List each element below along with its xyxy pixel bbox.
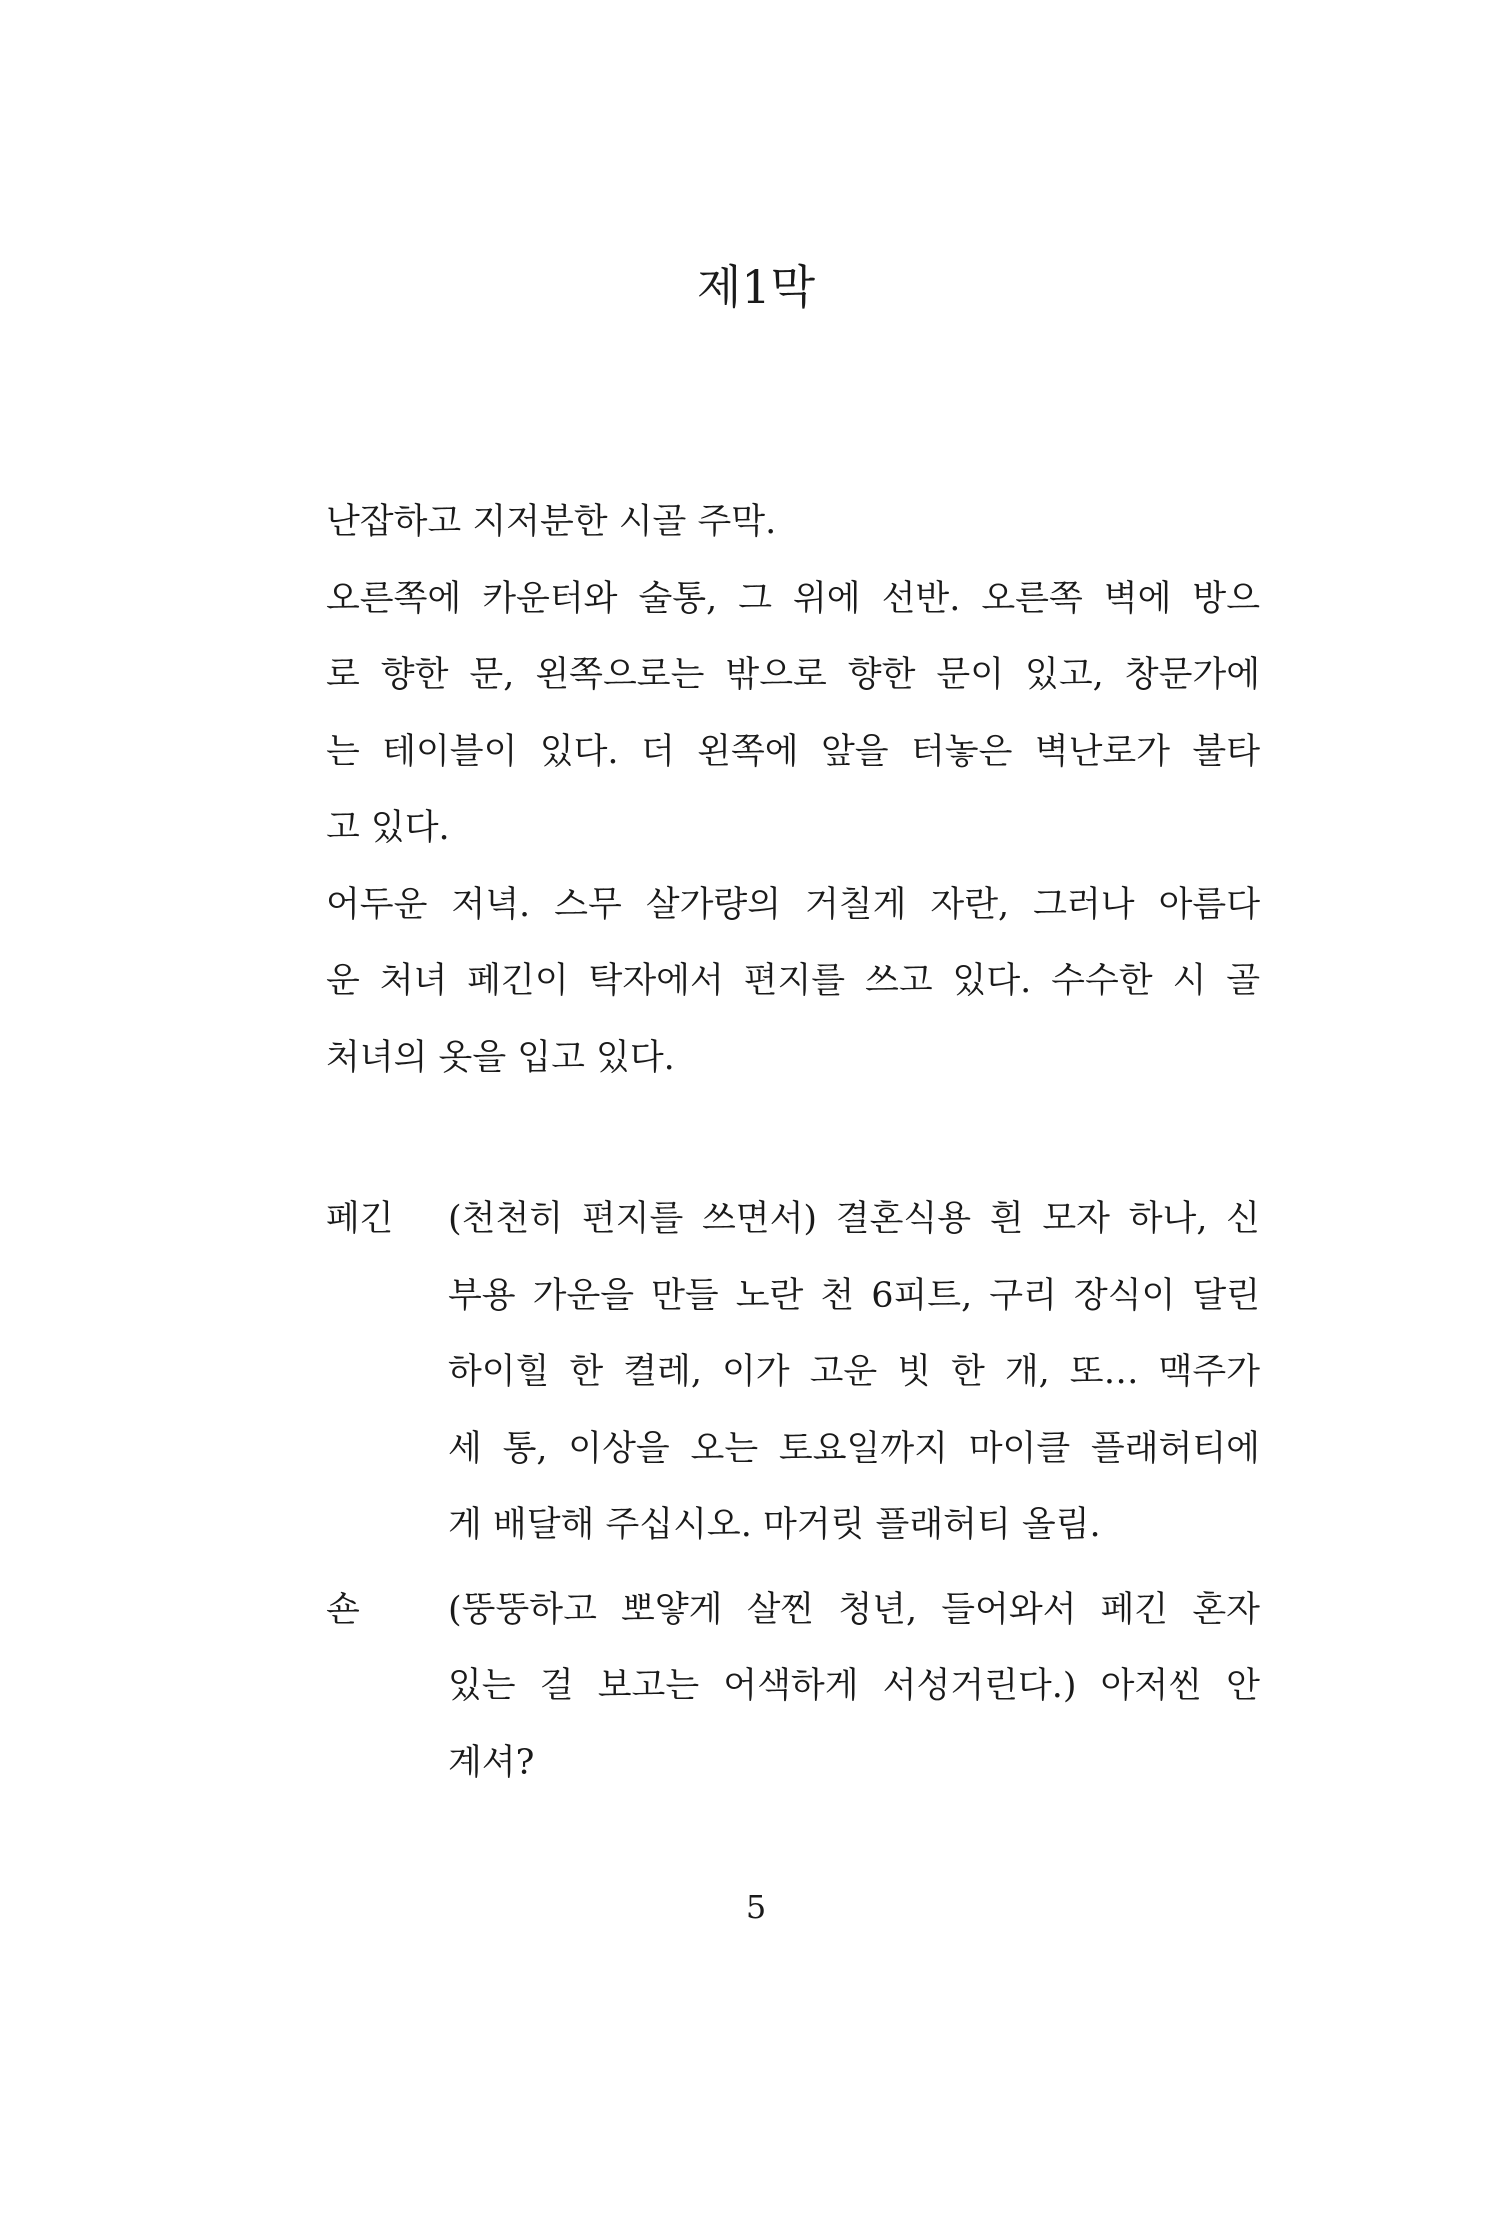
stage-direction-line: 처녀의 옷을 입고 있다. [326, 1037, 675, 1078]
speaker-name: 페긴 [326, 1199, 394, 1239]
speech-line: (뚱뚱하고 뽀얗게 살찐 청년, 들어와서 페긴 혼자 [448, 1589, 1260, 1630]
stage-direction-line: 고 있다. [326, 808, 450, 848]
page-number: 5 [745, 1888, 767, 1926]
speech-line: 있는 걸 보고는 어색하게 서성거린다.) 아저씬 안 [448, 1666, 1260, 1706]
speech-line: 하이힐 한 켤레, 이가 고운 빗 한 개, 또… 맥주가 [448, 1352, 1260, 1392]
stage-direction-line: 로 향한 문, 왼쪽으로는 밖으로 향한 문이 있고, 창문가에 [326, 655, 1260, 695]
stage-direction [326, 484, 1260, 1096]
speech-text [448, 1572, 1260, 1802]
stage-direction-line: 어두운 저녁. 스무 살가량의 거칠게 자란, 그러나 아름다 [326, 884, 1260, 925]
stage-direction-line: 난잡하고 지저분한 시골 주막. [326, 502, 777, 542]
speech-line: 세 통, 이상을 오는 토요일까지 마이클 플래허티에 [448, 1428, 1260, 1469]
dialogue-section [326, 1181, 1260, 1809]
stage-direction-line: 는 테이블이 있다. 더 왼쪽에 앞을 터놓은 벽난로가 불타 [326, 731, 1260, 772]
speech-block [326, 1181, 1260, 1564]
stage-direction-line: 오른쪽에 카운터와 술통, 그 위에 선반. 오른쪽 벽에 방으 [326, 578, 1260, 619]
stage-direction-line: 운 처녀 페긴이 탁자에서 편지를 쓰고 있다. 수수한 시 골 [326, 961, 1260, 1001]
speech-line: 부용 가운을 만들 노란 천 6피트, 구리 장식이 달린 [448, 1275, 1260, 1316]
speech-line: 게 배달해 주십시오. 마거릿 플래허티 올림. [448, 1505, 1101, 1545]
speech-line: 계셔? [448, 1742, 535, 1783]
speech-line: (천천히 편지를 쓰면서) 결혼식용 흰 모자 하나, 신 [448, 1199, 1260, 1239]
speech-block [326, 1572, 1260, 1802]
speaker-name: 숀 [326, 1589, 360, 1630]
speech-text [448, 1181, 1260, 1564]
act-title: 제1막 [696, 260, 816, 314]
